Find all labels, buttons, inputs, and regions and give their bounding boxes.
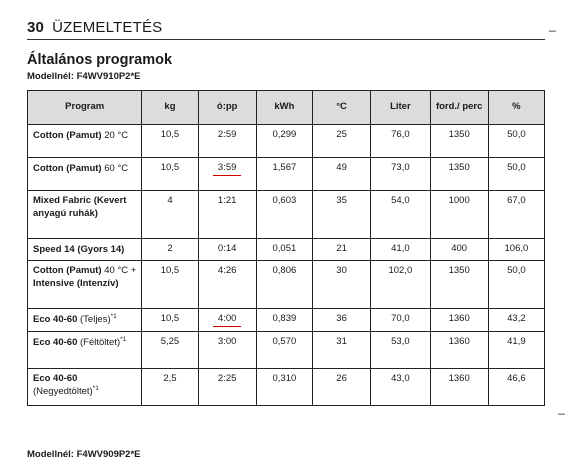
program-name: Mixed Fabric (Kevert anyagú ruhák): [33, 195, 127, 220]
pct-cell: [488, 331, 544, 368]
program-name: Eco 40-60: [33, 372, 78, 384]
kg-value: 5,25: [160, 335, 180, 347]
section-title: Általános programok: [27, 52, 173, 68]
pct-value: 67,0: [507, 195, 526, 206]
time-value: 1:21: [217, 195, 237, 206]
pct-cell: [488, 125, 544, 158]
kg-value: 10,5: [160, 129, 180, 140]
liter-value: 102,0: [388, 264, 413, 276]
temp-value: 35: [336, 195, 347, 206]
temp-cell: [312, 191, 370, 239]
program-detail: (Féltöltet): [77, 336, 121, 348]
temp-value: 30: [336, 264, 347, 276]
time-cell: [198, 191, 256, 239]
liter-value: 76,0: [391, 129, 410, 140]
program-detail: (Negyedtöltet): [33, 386, 93, 397]
rpm-cell: [430, 260, 488, 308]
pct-cell: [488, 368, 544, 405]
rpm-value: 1350: [448, 129, 470, 140]
time-cell: [198, 239, 256, 261]
time-value: 2:25: [217, 372, 237, 384]
header-rpm: ford./ perc: [430, 91, 488, 125]
footnote-marker: *1: [92, 384, 99, 392]
liter-cell: [371, 368, 430, 405]
kwh-value: 0,839: [272, 312, 297, 324]
time-cell: [198, 158, 256, 191]
kwh-cell: [256, 158, 312, 191]
model-label-bottom: Modellnél: F4WV909P2*E: [27, 449, 141, 460]
header-time: ó:pp: [198, 91, 256, 125]
kwh-cell: [256, 331, 312, 368]
program-name-cell: [28, 368, 142, 405]
header-percent: %: [488, 91, 544, 125]
kwh-value: 0,299: [272, 129, 297, 140]
temp-cell: [312, 308, 370, 331]
program-name: Cotton (Pamut): [33, 130, 102, 142]
pct-value: 50,0: [507, 264, 526, 276]
time-cell: [198, 308, 256, 331]
temp-cell: [312, 158, 370, 191]
temp-cell: [312, 239, 370, 261]
kg-cell: [142, 331, 198, 368]
header-program: Program: [28, 91, 142, 125]
kwh-value: 0,570: [272, 335, 297, 347]
rpm-value: 1350: [448, 162, 470, 173]
kwh-cell: [256, 125, 312, 158]
pct-cell: [488, 158, 544, 191]
rpm-value: 1360: [448, 335, 470, 347]
liter-cell: [371, 158, 430, 191]
temp-value: 31: [336, 335, 347, 347]
kg-cell: [142, 125, 198, 158]
program-name: Speed 14 (Gyors 14): [33, 244, 125, 256]
liter-value: 54,0: [391, 195, 410, 206]
program-detail: 40 °C +: [101, 264, 137, 276]
header-kwh: kWh: [256, 91, 312, 125]
table-row: [28, 260, 545, 308]
page-header: [27, 19, 162, 36]
rpm-cell: [430, 331, 488, 368]
pct-value: 50,0: [507, 129, 526, 140]
header-divider: [27, 39, 545, 40]
program-name-cell: [28, 260, 142, 308]
kg-cell: [142, 158, 198, 191]
rpm-value: 1360: [448, 312, 470, 324]
table-row: [28, 368, 545, 405]
section-name: ÜZEMELTETÉS: [52, 19, 163, 36]
temp-value: 49: [336, 162, 347, 173]
kg-cell: [142, 260, 198, 308]
liter-cell: [371, 239, 430, 261]
crop-mark-top: _: [549, 18, 556, 32]
program-name-cell: [28, 308, 142, 331]
pct-cell: [488, 191, 544, 239]
program-name-cell: [28, 239, 142, 261]
program-name: Eco 40-60: [33, 336, 78, 348]
kwh-value: 0,603: [272, 195, 297, 206]
program-name: Cotton (Pamut): [33, 264, 102, 276]
kwh-cell: [256, 191, 312, 239]
liter-cell: [371, 191, 430, 239]
kwh-value: 0,310: [272, 372, 297, 384]
pct-cell: [488, 308, 544, 331]
program-name-cell: [28, 125, 142, 158]
footnote-marker: *1: [110, 312, 117, 320]
footnote-marker: *1: [120, 335, 127, 343]
program-name: Cotton (Pamut): [33, 163, 102, 175]
kg-value: 10,5: [160, 162, 180, 173]
temp-cell: [312, 331, 370, 368]
temp-cell: [312, 260, 370, 308]
kwh-value: 1,567: [272, 162, 297, 173]
temp-value: 25: [336, 129, 347, 140]
temp-cell: [312, 125, 370, 158]
liter-value: 73,0: [391, 162, 410, 173]
pct-value: 50,0: [507, 162, 526, 173]
crop-mark-bottom: _: [558, 401, 565, 415]
rpm-cell: [430, 308, 488, 331]
kwh-value: 0,806: [272, 264, 297, 276]
table-row: [28, 239, 545, 261]
liter-value: 70,0: [391, 312, 410, 324]
pct-cell: [488, 239, 544, 261]
program-option: Intensive (Intenzív): [33, 278, 119, 289]
table-row: [28, 331, 545, 368]
program-name-cell: [28, 158, 142, 191]
time-cell: [198, 368, 256, 405]
temp-value: 26: [336, 372, 347, 384]
kg-cell: [142, 308, 198, 331]
program-detail: 20 °C: [101, 130, 129, 142]
liter-cell: [371, 308, 430, 331]
kg-value: 2: [167, 243, 173, 254]
liter-cell: [371, 331, 430, 368]
pct-cell: [488, 260, 544, 308]
program-name: Eco 40-60: [33, 313, 78, 325]
liter-value: 41,0: [391, 243, 410, 254]
table-row: [28, 308, 545, 331]
kwh-value: 0,051: [272, 243, 297, 254]
page-number: 30: [27, 19, 45, 36]
liter-cell: [371, 260, 430, 308]
header-kg: kg: [142, 91, 198, 125]
rpm-cell: [430, 368, 488, 405]
time-value: 3:00: [217, 335, 237, 347]
rpm-cell: [430, 125, 488, 158]
kwh-cell: [256, 368, 312, 405]
time-value-underlined: 4:00: [213, 313, 242, 327]
time-cell: [198, 260, 256, 308]
table-header-row: [28, 91, 545, 125]
time-value: 2:59: [217, 129, 237, 140]
table-row: [28, 191, 545, 239]
pct-value: 46,6: [507, 372, 526, 384]
model-label: Modellnél: F4WV910P2*E: [27, 71, 141, 82]
kg-value: 4: [167, 195, 173, 206]
kg-value: 2,5: [163, 372, 177, 384]
kg-cell: [142, 368, 198, 405]
program-detail: (Teljes): [77, 313, 111, 325]
header-liter: Liter: [371, 91, 430, 125]
rpm-cell: [430, 239, 488, 261]
time-cell: [198, 331, 256, 368]
rpm-cell: [430, 158, 488, 191]
liter-cell: [371, 125, 430, 158]
program-name-cell: [28, 191, 142, 239]
program-detail: 60 °C: [101, 163, 129, 175]
table-body: [28, 125, 545, 406]
kg-value: 10,5: [160, 312, 180, 324]
kwh-cell: [256, 308, 312, 331]
rpm-value: 1350: [448, 264, 470, 276]
pct-value: 43,2: [507, 312, 526, 324]
time-value: 0:14: [217, 243, 237, 254]
kwh-cell: [256, 260, 312, 308]
kg-cell: [142, 191, 198, 239]
temp-value: 36: [336, 312, 347, 324]
temp-cell: [312, 368, 370, 405]
kg-value: 10,5: [160, 264, 180, 276]
rpm-value: 1360: [448, 372, 470, 384]
table-row: [28, 158, 545, 191]
pct-value: 106,0: [504, 243, 529, 254]
time-value: 4:26: [217, 264, 237, 276]
rpm-value: 400: [451, 243, 468, 254]
liter-value: 53,0: [391, 335, 410, 347]
rpm-value: 1000: [448, 195, 470, 206]
program-table: [27, 90, 545, 406]
program-name-cell: [28, 331, 142, 368]
header-temperature: °C: [312, 91, 370, 125]
kg-cell: [142, 239, 198, 261]
pct-value: 41,9: [507, 335, 526, 347]
time-value-underlined: 3:59: [213, 162, 242, 176]
kwh-cell: [256, 239, 312, 261]
rpm-cell: [430, 191, 488, 239]
table-row: [28, 125, 545, 158]
liter-value: 43,0: [391, 372, 410, 384]
temp-value: 21: [336, 243, 347, 254]
time-cell: [198, 125, 256, 158]
